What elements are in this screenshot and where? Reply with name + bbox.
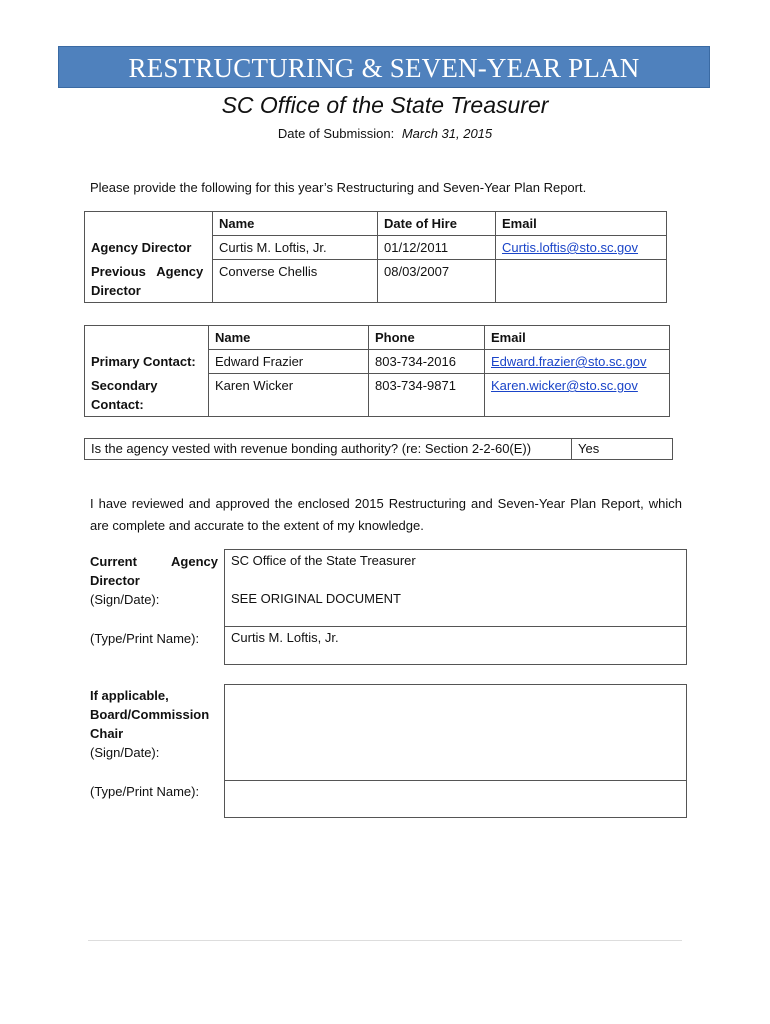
table-row <box>85 374 670 417</box>
bonding-question: Is the agency vested with revenue bonding authority? (re: Section 2-2-60(E)) <box>85 439 572 460</box>
previous-director-label-line1: Previous Agency <box>91 263 204 279</box>
current-director-signature-box[interactable] <box>224 549 687 627</box>
table-row <box>85 260 667 303</box>
secondary-contact-email-cell <box>485 374 670 417</box>
secondary-contact-name: Karen Wicker <box>209 374 369 417</box>
contacts-table <box>84 325 670 417</box>
column-header-name: Name <box>209 326 369 350</box>
current-word: Current <box>90 554 137 569</box>
board-chair-label <box>90 686 209 762</box>
current-director-print-value: Curtis M. Loftis, Jr. <box>231 630 339 645</box>
primary-contact-phone: 803-734-2016 <box>369 350 485 374</box>
role-header-cell <box>85 212 213 236</box>
previous-director-name: Converse Chellis <box>213 260 378 303</box>
table-row <box>85 350 670 374</box>
submission-label: Date of Submission: <box>277 126 395 141</box>
board-chair-sign-date-label: (Sign/Date): <box>90 745 160 760</box>
table-row <box>85 236 667 260</box>
board-chair-print-label: (Type/Print Name): <box>90 784 200 799</box>
primary-contact-name: Edward Frazier <box>209 350 369 374</box>
previous-director-label-line2: Director <box>91 282 141 298</box>
agency-director-email-link[interactable]: Curtis.loftis@sto.sc.gov <box>502 240 639 255</box>
current-director-label <box>90 552 218 609</box>
submission-date: March 31, 2015 <box>401 126 493 141</box>
director-word: Director <box>90 573 140 588</box>
board-chair-label-line1: If applicable, <box>90 688 169 703</box>
secondary-contact-label-line1: Secondary <box>91 377 158 393</box>
sign-date-label: (Sign/Date): <box>90 592 160 607</box>
agency-subtitle: SC Office of the State Treasurer <box>221 92 549 118</box>
agency-director-email-cell <box>496 236 667 260</box>
table-row <box>85 326 670 350</box>
agency-director-hire-date: 01/12/2011 <box>378 236 496 260</box>
secondary-contact-label <box>85 374 209 417</box>
role-header-cell <box>85 326 209 350</box>
agency-director-name: Curtis M. Loftis, Jr. <box>213 236 378 260</box>
bonding-authority-table <box>84 438 673 460</box>
agency-director-label: Agency Director <box>85 236 213 260</box>
instructions-text: Please provide the following for this year’s Restructuring and Seven-Year Plan Report. <box>90 180 587 195</box>
document-title-banner: RESTRUCTURING & SEVEN-YEAR PLAN <box>58 46 710 88</box>
agency-word: Agency <box>171 554 218 569</box>
directors-table <box>84 211 667 303</box>
bonding-answer: Yes <box>572 439 673 460</box>
footer-divider <box>88 940 682 941</box>
current-director-print-label: (Type/Print Name): <box>90 631 200 646</box>
column-header-name: Name <box>213 212 378 236</box>
column-header-hire: Date of Hire <box>378 212 496 236</box>
secondary-contact-email-link[interactable]: Karen.wicker@sto.sc.gov <box>491 378 638 393</box>
secondary-contact-label-line2: Contact: <box>91 396 144 412</box>
table-row <box>85 212 667 236</box>
current-director-label-line1 <box>90 552 218 571</box>
secondary-contact-phone: 803-734-9871 <box>369 374 485 417</box>
column-header-email: Email <box>496 212 667 236</box>
current-director-print-name-box[interactable] <box>224 626 687 665</box>
current-director-agency-value: SC Office of the State Treasurer <box>231 553 416 568</box>
primary-contact-email-cell <box>485 350 670 374</box>
certification-statement: I have reviewed and approved the enclosed 2015 Restructuring and Seven-Year Plan Report, which are complete and accurate to the extent of my knowledge. <box>90 496 682 533</box>
submission-line <box>0 126 770 141</box>
board-chair-label-line2: Board/Commission <box>90 707 210 722</box>
current-director-sign-value: SEE ORIGINAL DOCUMENT <box>231 591 401 606</box>
previous-director-email-cell <box>496 260 667 303</box>
table-row <box>85 439 673 460</box>
primary-contact-email-link[interactable]: Edward.frazier@sto.sc.gov <box>491 354 647 369</box>
board-chair-signature-box[interactable] <box>224 684 687 781</box>
previous-director-label <box>85 260 213 303</box>
primary-contact-label: Primary Contact: <box>85 350 209 374</box>
column-header-phone: Phone <box>369 326 485 350</box>
previous-director-hire-date: 08/03/2007 <box>378 260 496 303</box>
board-chair-label-line3: Chair <box>90 726 124 741</box>
board-chair-print-name-box[interactable] <box>224 780 687 818</box>
column-header-email: Email <box>485 326 670 350</box>
